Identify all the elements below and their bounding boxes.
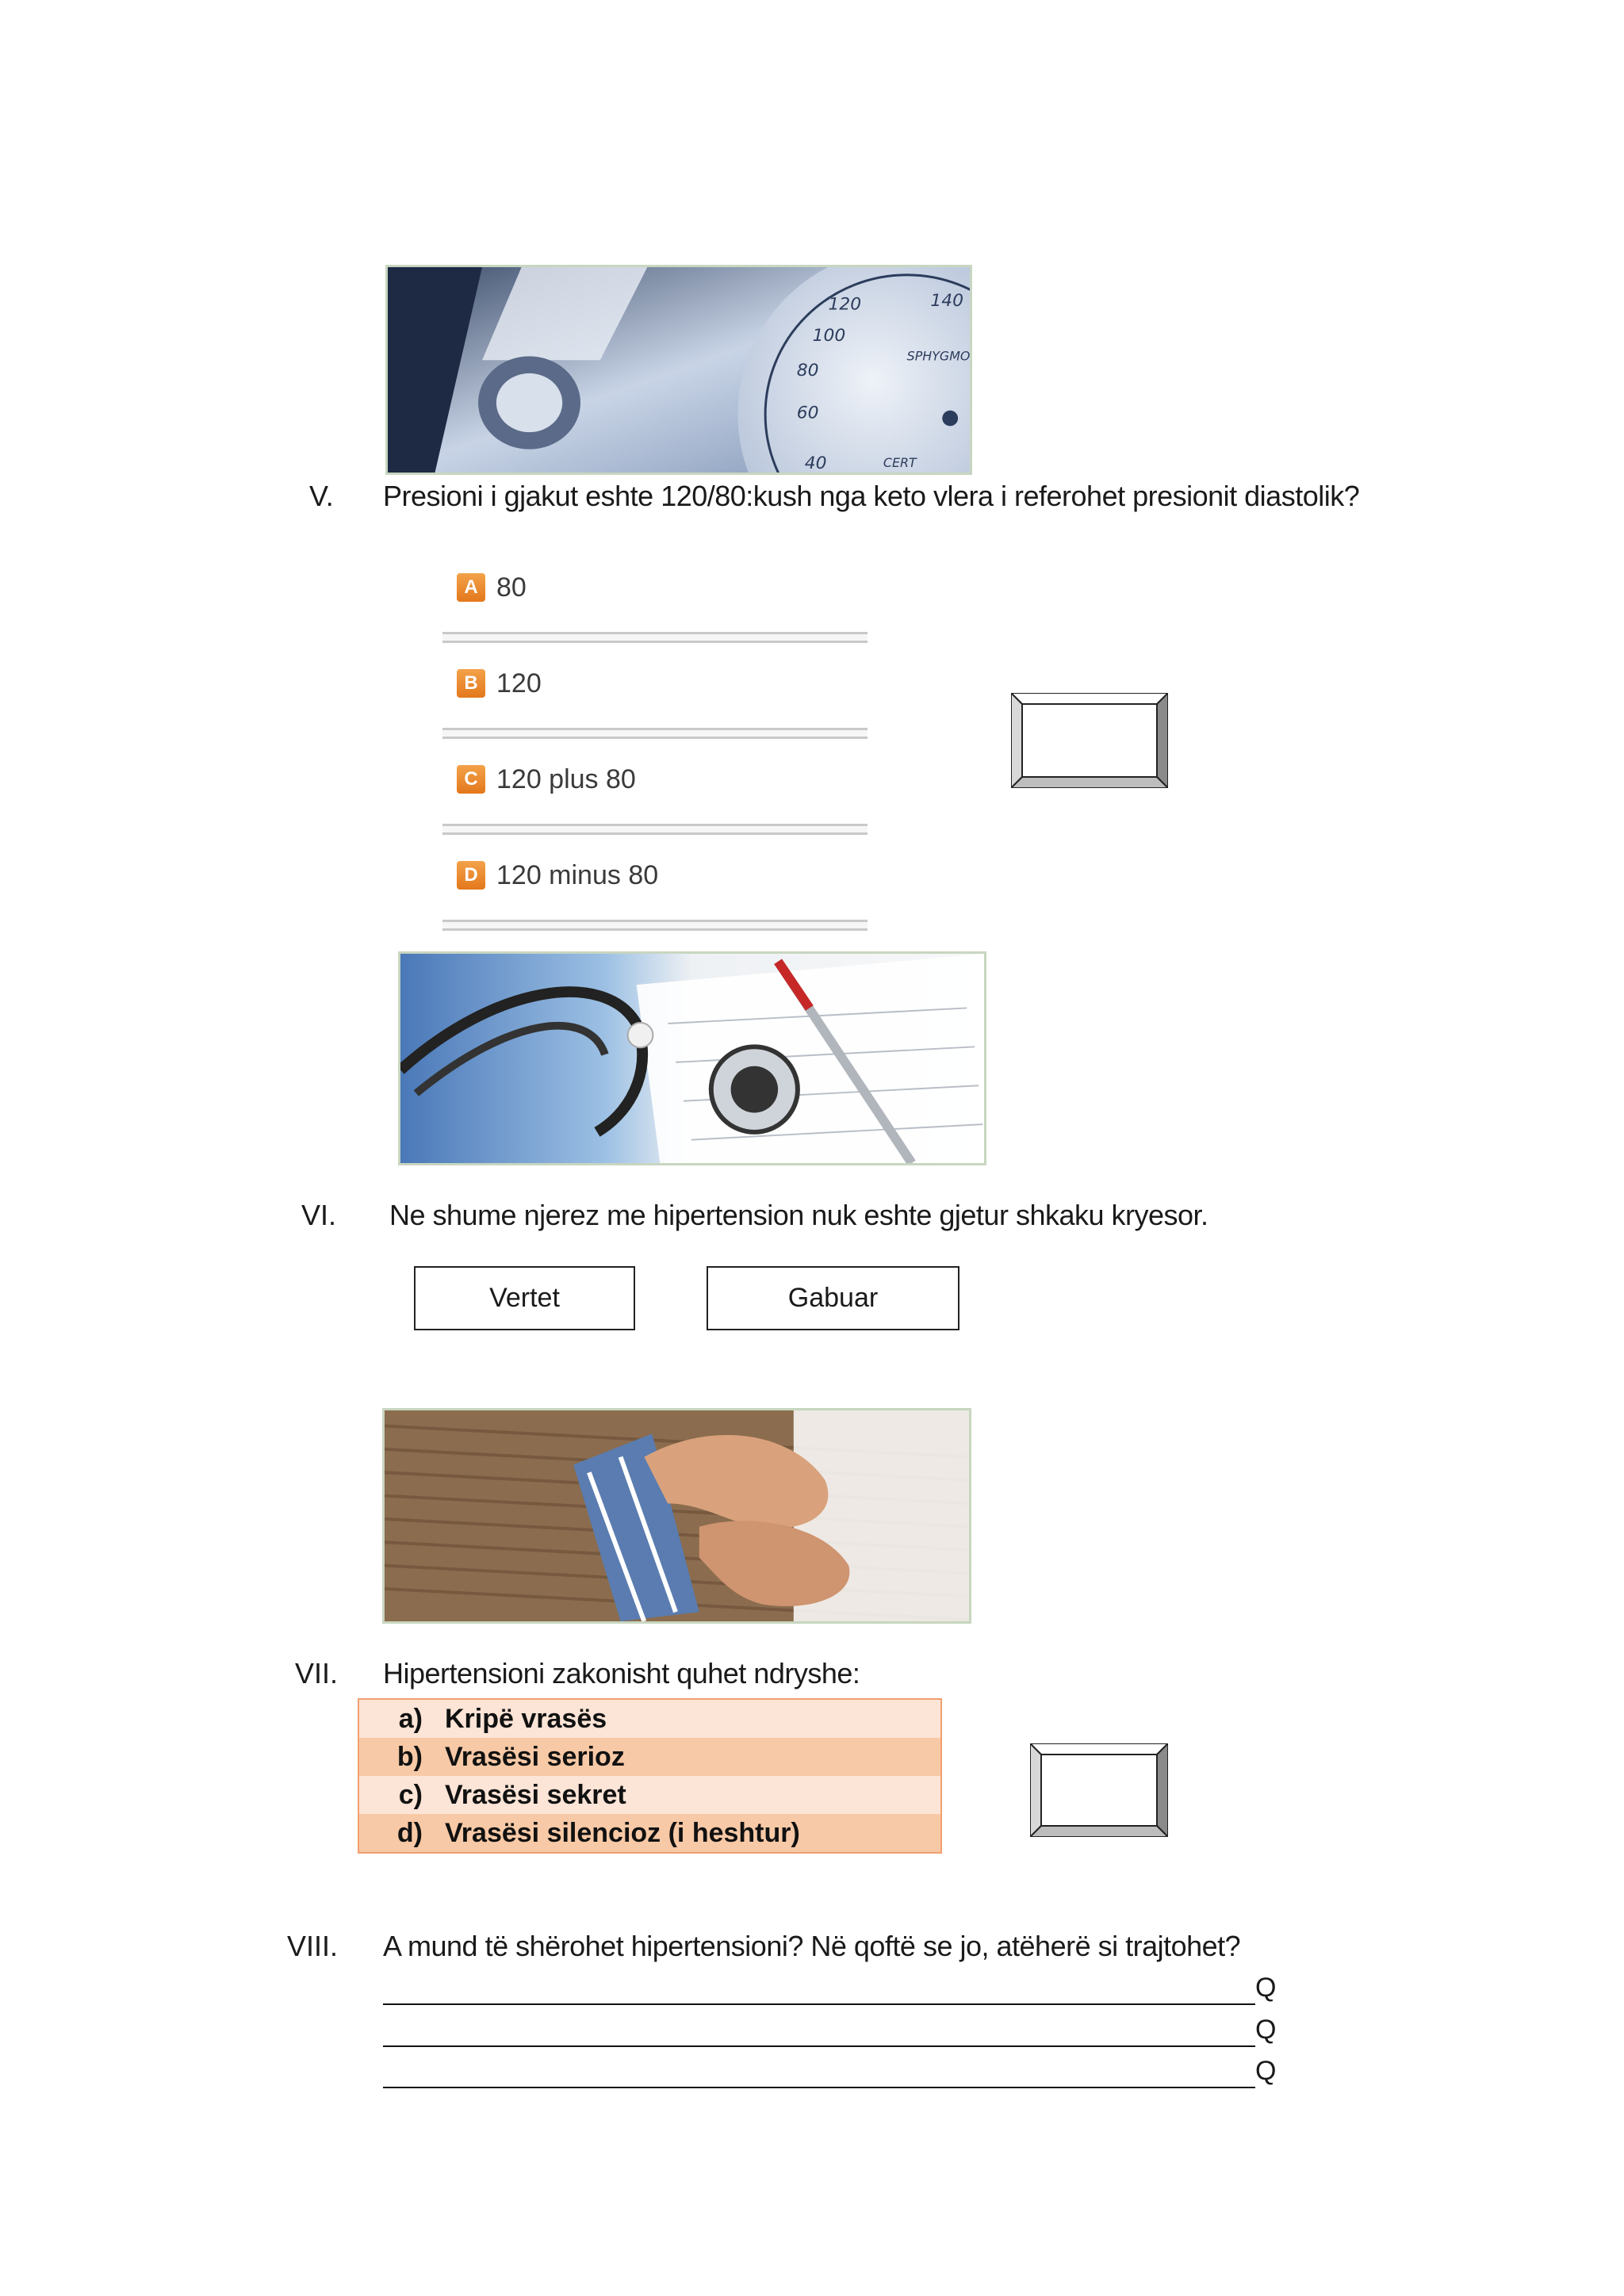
- option-c[interactable]: [359, 1776, 940, 1814]
- option-b[interactable]: [359, 1738, 940, 1776]
- choice-label: 120: [496, 668, 542, 698]
- answer-line[interactable]: [383, 2003, 1255, 2005]
- option-key: a): [398, 1703, 423, 1734]
- choice-letter-badge: A: [457, 573, 485, 602]
- choice-label: 120 minus 80: [496, 859, 659, 890]
- gauge-tick: 140: [930, 291, 964, 311]
- answer-line[interactable]: [383, 2087, 1255, 2088]
- choice-d[interactable]: [442, 835, 868, 931]
- answer-box[interactable]: [1030, 1743, 1168, 1837]
- answer-line[interactable]: [383, 2045, 1255, 2047]
- stethoscope-image: [398, 951, 986, 1165]
- false-option-button[interactable]: Gabuar: [707, 1266, 959, 1330]
- question-text: Ne shume njerez me hipertension nuk eshte gjetur shkaku kryesor.: [389, 1199, 1208, 1231]
- line-suffix: Q: [1255, 1973, 1277, 2003]
- option-label: Vrasësi serioz: [445, 1741, 625, 1772]
- choice-letter-badge: C: [457, 765, 485, 794]
- divider: [442, 728, 868, 739]
- stomach-pain-image: [382, 1408, 971, 1624]
- option-label: Kripë vrasës: [445, 1703, 607, 1734]
- gauge-tick: 40: [804, 453, 827, 473]
- option-label: Vrasësi sekret: [445, 1779, 626, 1810]
- gauge-label: SPHYGMO: [906, 348, 970, 364]
- option-key: d): [396, 1817, 423, 1848]
- line-suffix: Q: [1255, 2015, 1277, 2045]
- choice-b[interactable]: [442, 643, 868, 739]
- option-key: b): [396, 1741, 423, 1772]
- question-number: VI.: [301, 1199, 337, 1231]
- answer-box[interactable]: [1011, 693, 1168, 788]
- question-text: Hipertensioni zakonisht quhet ndryshe:: [383, 1657, 860, 1689]
- divider: [442, 632, 868, 643]
- line-suffix: Q: [1255, 2056, 1277, 2086]
- true-option-button[interactable]: Vertet: [414, 1266, 635, 1330]
- choice-label: 120 plus 80: [496, 763, 636, 794]
- divider: [442, 920, 868, 931]
- options-table: [358, 1698, 942, 1854]
- sphygmomanometer-image: [385, 265, 972, 475]
- gauge-label: CERT: [883, 455, 917, 471]
- question-number: VIII.: [287, 1930, 339, 1962]
- choice-label: 80: [496, 572, 527, 603]
- gauge-tick: 60: [796, 403, 819, 423]
- question-number: VII.: [295, 1657, 339, 1689]
- question-text: Presioni i gjakut eshte 120/80:kush nga keto vlera i referohet presionit diastolik?: [383, 480, 1360, 512]
- choice-a[interactable]: [442, 547, 868, 643]
- question-number: V.: [309, 480, 334, 512]
- gauge-tick: 100: [812, 325, 846, 346]
- question-text: A mund të shërohet hipertensioni? Në qoftë se jo, atëherë si trajtohet?: [383, 1930, 1241, 1962]
- option-key: c): [398, 1779, 423, 1810]
- choice-c[interactable]: [442, 739, 868, 835]
- option-label: Vrasësi silencioz (i heshtur): [445, 1817, 800, 1848]
- gauge-tick: 80: [796, 360, 819, 381]
- divider: [442, 824, 868, 835]
- choice-letter-badge: B: [457, 669, 485, 698]
- option-a[interactable]: [359, 1700, 940, 1738]
- answer-choice-list: [442, 547, 868, 931]
- choice-letter-badge: D: [457, 861, 485, 890]
- gauge-tick: 120: [828, 294, 862, 315]
- option-d[interactable]: [359, 1814, 940, 1852]
